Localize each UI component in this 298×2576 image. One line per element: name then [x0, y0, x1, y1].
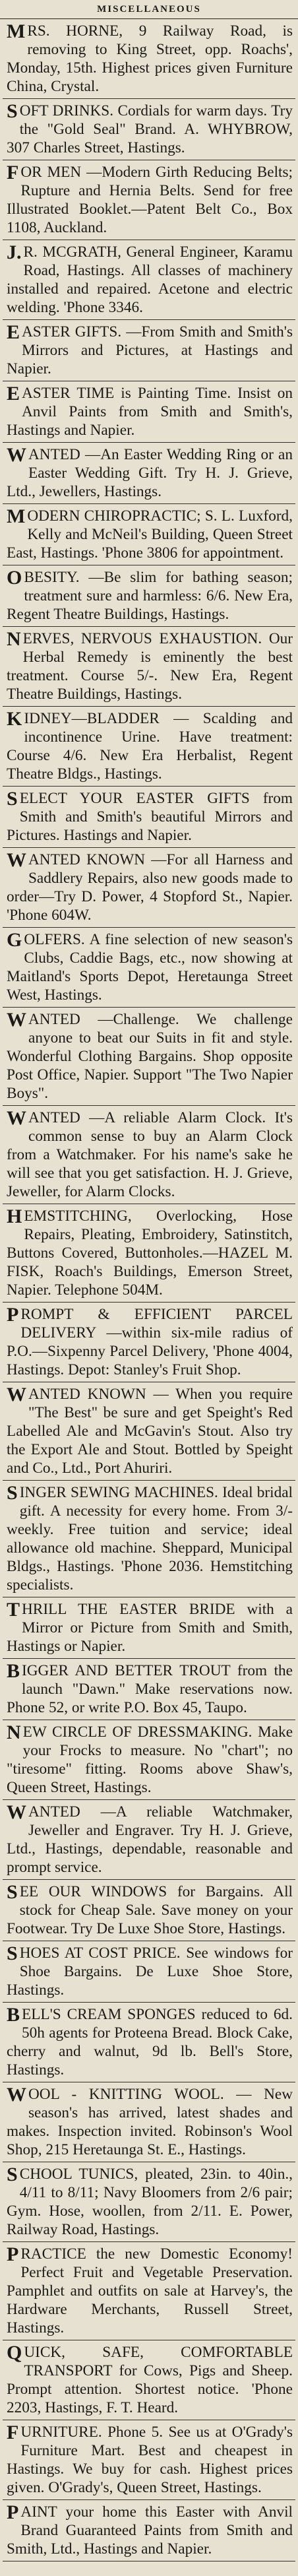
classified-ad	[3, 1106, 295, 1204]
drop-cap: W	[7, 1801, 26, 1823]
classified-ad	[3, 1720, 295, 1800]
ad-body: — Scalding and incontinence Urine. Have treatment: Course 4/6. New Era Herbalist, Regent Theatre Bldgs., Hastings.	[7, 710, 293, 783]
ad-lead: EE OUR WINDOWS	[19, 1883, 167, 1900]
ad-lead: RACTICE	[20, 2245, 86, 2263]
classified-ad	[3, 627, 295, 707]
drop-cap: S	[7, 1881, 18, 1903]
ad-lead: URNITURE.	[20, 2424, 102, 2441]
ad-body: —Modern Girth Reducing Belts; Rupture and Hernia Belts. Send for free Illustrated Booklet.—Patent Belt Co., Box 1108, Auckland.	[7, 164, 293, 236]
classified-ad	[3, 19, 295, 99]
drop-cap: B	[7, 2004, 20, 2026]
drop-cap: H	[7, 1206, 22, 1227]
classified-ad	[3, 1880, 295, 1941]
drop-cap: W	[7, 1384, 26, 1405]
ad-lead: CHOOL TUNICS,	[19, 2166, 138, 2183]
ad-body: reduced to 6d. 50h agents for Proteena Bread. Block Cake, cherry and walnut, 9d lb. Bell's Store, Hastings.	[7, 2006, 293, 2078]
drop-cap: F	[7, 162, 19, 183]
classified-ad	[3, 787, 295, 848]
ad-body: S. L. Luxford, Kelly and McNeil's Building, Queen Street East, Hastings. 'Phone 3806 for appointment.	[7, 507, 293, 562]
drop-cap: W	[7, 444, 26, 466]
drop-cap: K	[7, 708, 22, 730]
ad-lead: AINT	[20, 2503, 57, 2521]
ad-lead: BESITY.	[24, 569, 80, 586]
ad-body: —A reliable Alarm Clock. It's common sense to buy an Alarm Clock from a Watchmaker. For his name's sake he will see that you get satisfaction. H. J. Grieve, Jeweller, for Alarm Clocks.	[7, 1109, 293, 1200]
ad-lead: ANTED	[28, 446, 80, 463]
drop-cap: O	[7, 567, 22, 589]
classified-ad	[3, 707, 295, 787]
ad-lead: IDNEY—BLADDER	[24, 710, 160, 727]
drop-cap: E	[7, 383, 20, 404]
ad-body: A fine selection of new season's Clubs, Caddie Bags, etc., now showing at Maitland's Sports Depot, Heretaunga Street West, Hastings.	[7, 931, 293, 1004]
drop-cap: W	[7, 1107, 26, 1129]
ad-lead: RS. HORNE,	[27, 22, 123, 40]
ad-body: for Cows, Pigs and Sheep. Prompt attention. Shortest notice. 'Phone 2203, Hastings, F. T. Heard.	[7, 2362, 293, 2416]
ad-body: —A reliable Watchmaker, Jeweller and Engraver. Try H. J. Grieve, Ltd., Hastings, dependable, reasonable and prompt service.	[7, 1803, 293, 1876]
ad-lead: ANTED KNOWN	[28, 851, 146, 868]
ad-body: for Bargains. All stock for Cheap Sale. Save money on your Footwear. Try De Luxe Shoe Store, Hastings.	[7, 1883, 293, 1937]
drop-cap: S	[7, 1943, 18, 1964]
ad-body: with a Mirror or Picture from Smith and Smith, Hastings or Napier.	[7, 1601, 293, 1655]
ad-lead: ANTED	[28, 1011, 80, 1028]
ad-lead: ANTED	[28, 1109, 80, 1126]
classified-ad	[3, 928, 295, 1008]
ad-body: —An Easter Wedding Ring or an Easter Wedding Gift. Try H. J. Grieve, Ltd., Jewellers, Hastings.	[7, 446, 293, 500]
section-heading: MISCELLANEOUS	[0, 0, 298, 19]
classified-ad	[3, 2500, 295, 2561]
ad-body: Our Herbal Remedy is eminently the best treatment. Course 5/-. New Era, Regent Theatre Buildings, Hastings.	[7, 630, 293, 703]
classified-ad	[3, 1204, 295, 1303]
ad-body: the new Domestic Economy! Perfect Fruit and Vegetable Preservation. Pamphlet and outfits on sale at Harvey's, the Hardware Merchants, Russell Street, Hastings.	[7, 2245, 293, 2336]
drop-cap: W	[7, 1009, 26, 1031]
drop-cap: F	[7, 2422, 19, 2443]
ad-body: 9 Railway Road, is removing to King Street, opp. Roachs', Monday, 15th. Highest prices given Furniture China, Crystal.	[7, 22, 293, 95]
ad-lead: ELECT YOUR EASTER GIFTS	[19, 790, 250, 807]
ad-lead: ANTED KNOWN	[28, 1386, 146, 1403]
ad-body: Ideal bridal gift. A necessity for every home. From 3/- weekly. Free tuition and service; ideal allowance old machine. Sheppard, Municipal Bldgs., Hastings. 'Phone 2036. Hemstitching specialists.	[7, 1484, 293, 1594]
classified-ad	[3, 2242, 295, 2340]
ad-lead: OLFERS.	[24, 931, 85, 948]
classified-ad	[3, 504, 295, 565]
ad-body: from the launch "Dawn." Make reservations now. Phone 52, or write P.O. Box 45, Taupo.	[7, 1662, 293, 1716]
drop-cap: J.	[7, 242, 22, 263]
ad-body: —From Smith and Smith's Mirrors and Pictures, at Hastings and Napier.	[7, 323, 293, 377]
classified-ad	[3, 1481, 295, 1597]
ad-body: Cordials for warm days. Try the "Gold Seal" Brand. A. WHYBROW, 307 Charles Street, Hastings.	[7, 102, 293, 156]
ad-body: —within six-mile radius of P.O.—Sixpenny Parcel Delivery, 'Phone 4004, Hastings. Depot: Stanley's Fruit Shop.	[7, 1324, 293, 1378]
ad-body: Phone 5. See us at O'Grady's Furniture Mart. Best and cheapest in Hastings. We buy for cash. Highest prices given. O'Grady's, Queen Street, Hastings.	[7, 2424, 293, 2496]
ad-body: is Painting Time. Insist on Anvil Paints from Smith and Smith's, Hastings and Napier.	[7, 385, 293, 439]
ad-body: your home this Easter with Anvil Brand Guaranteed Paints from Smith and Smith, Ltd., Hastings and Napier.	[7, 2503, 293, 2558]
ad-lead: HOES AT COST PRICE.	[19, 1945, 181, 1962]
ad-body: Overlocking, Hose Repairs, Pleating, Embroidery, Satinstitch, Buttons Covered, Buttonholes.—HAZEL M. FISK, Roach's Buildings, Emerson Street, Napier. Telephone 504M.	[7, 1208, 293, 1299]
ad-lead: OOL - KNITTING WOOL.	[28, 2086, 224, 2103]
classified-ad	[3, 1597, 295, 1659]
ad-body: —Be slim for bathing season; treatment sure and harmless: 6/6. New Era, Regent Theatre Buildings, Hastings.	[7, 569, 293, 623]
drop-cap: P	[7, 1304, 19, 1326]
classified-ad	[3, 381, 295, 443]
classified-ad	[3, 1800, 295, 1880]
classified-ad	[3, 443, 295, 504]
ad-lead: OFT DRINKS.	[19, 102, 114, 119]
ad-lead: HRILL THE EASTER BRIDE	[22, 1601, 235, 1618]
drop-cap: N	[7, 628, 21, 650]
classified-ad	[3, 2082, 295, 2162]
drop-cap: P	[7, 2243, 19, 2265]
classified-ad	[3, 1382, 295, 1481]
drop-cap: E	[7, 321, 20, 343]
ad-lead: IGGER AND BETTER TROUT	[22, 1662, 231, 1679]
classified-ad	[3, 848, 295, 928]
ad-body: from Smith and Smith's beautiful Mirrors and Pictures. Hastings and Napier.	[7, 790, 293, 844]
classified-ad	[3, 160, 295, 240]
ad-body: — New season's has arrived, latest shades and makes. Inspection invited. Robinson's Wool Shop, 215 Heretaunga St. E., Hastings.	[7, 2086, 293, 2158]
ad-lead: ASTER GIFTS.	[22, 323, 122, 340]
classified-ads-list	[0, 19, 298, 2561]
ad-lead: ANTED	[28, 1803, 80, 1820]
drop-cap: W	[7, 2084, 26, 2106]
ad-body: — When you require "The Best" be sure and get Speight's Red Labelled Ale and McGavin's Stout. Also try the Export Ale and Stout. Bottled by Speight and Co., Ltd., Port Ahuriri.	[7, 1386, 293, 1477]
drop-cap: N	[7, 1722, 21, 1743]
ad-body: pleated, 23in. to 40in., 4/11 to 8/11; Navy Bloomers from 2/6 pair; Gym. Hose, woollen, from 2/11. E. Power, Railway Road, Hastings.	[7, 2166, 293, 2238]
drop-cap: Q	[7, 2342, 22, 2364]
ad-lead: ODERN CHIROPRACTIC;	[27, 507, 201, 525]
ad-lead: ERVES, NERVOUS EXHAUSTION.	[22, 630, 262, 647]
ad-lead: R. MCGRATH,	[23, 243, 121, 261]
classified-ad	[3, 240, 295, 320]
classified-ad	[3, 99, 295, 160]
drop-cap: B	[7, 1660, 20, 1682]
ad-body: See windows for Shoe Bargains. De Luxe Shoe Store, Hastings.	[7, 1945, 293, 1999]
classified-ad	[3, 2003, 295, 2082]
drop-cap: S	[7, 788, 18, 810]
classified-ad	[3, 2420, 295, 2500]
ad-lead: UICK, SAFE, COMFORTABLE TRANSPORT	[24, 2344, 293, 2379]
classified-ad	[3, 1941, 295, 2003]
ad-body: Make your Frocks to measure. No "chart"; no "tiresome" fitting. Rooms above Shaw's, Queen Street, Hastings.	[7, 1723, 293, 1796]
ad-body: —Challenge. We challenge anyone to beat our Suits in fit and style. Wonderful Clothing Bargains. Shop opposite Post Office, Napier. Support "The Two Napier Boys".	[7, 1011, 293, 1102]
drop-cap: S	[7, 100, 18, 122]
ad-lead: INGER SEWING MACHINES.	[19, 1484, 218, 1501]
classified-ad	[3, 1008, 295, 1106]
ad-lead: ROMPT & EFFICIENT PARCEL DELIVERY	[20, 1306, 293, 1341]
drop-cap: T	[7, 1599, 20, 1621]
ad-body: —For all Harness and Saddlery Repairs, also new goods made to order—Try D. Power, 4 Stopford St., Napier. 'Phone 604W.	[7, 851, 293, 924]
ad-lead: ASTER TIME	[22, 385, 115, 402]
classified-ad	[3, 2340, 295, 2420]
drop-cap: P	[7, 2501, 19, 2523]
drop-cap: S	[7, 1482, 18, 1504]
ad-lead: EMSTITCHING,	[24, 1208, 132, 1225]
drop-cap: M	[7, 20, 26, 42]
ad-lead: OR MEN	[20, 164, 82, 181]
ad-lead: EW CIRCLE OF DRESSMAKING.	[22, 1723, 253, 1741]
classified-ad	[3, 1659, 295, 1720]
classified-ad	[3, 565, 295, 627]
drop-cap: G	[7, 929, 22, 951]
classified-ad	[3, 1303, 295, 1382]
ad-body: General Engineer, Karamu Road, Hastings. All classes of machinery installed and repaired. Acetone and electric welding. 'Phone 3346.	[7, 243, 293, 316]
drop-cap: M	[7, 505, 26, 527]
ad-lead: ELL'S CREAM SPONGES	[22, 2006, 196, 2023]
classified-ad	[3, 2162, 295, 2242]
drop-cap: W	[7, 849, 26, 871]
classified-ad	[3, 320, 295, 381]
drop-cap: S	[7, 2164, 18, 2185]
